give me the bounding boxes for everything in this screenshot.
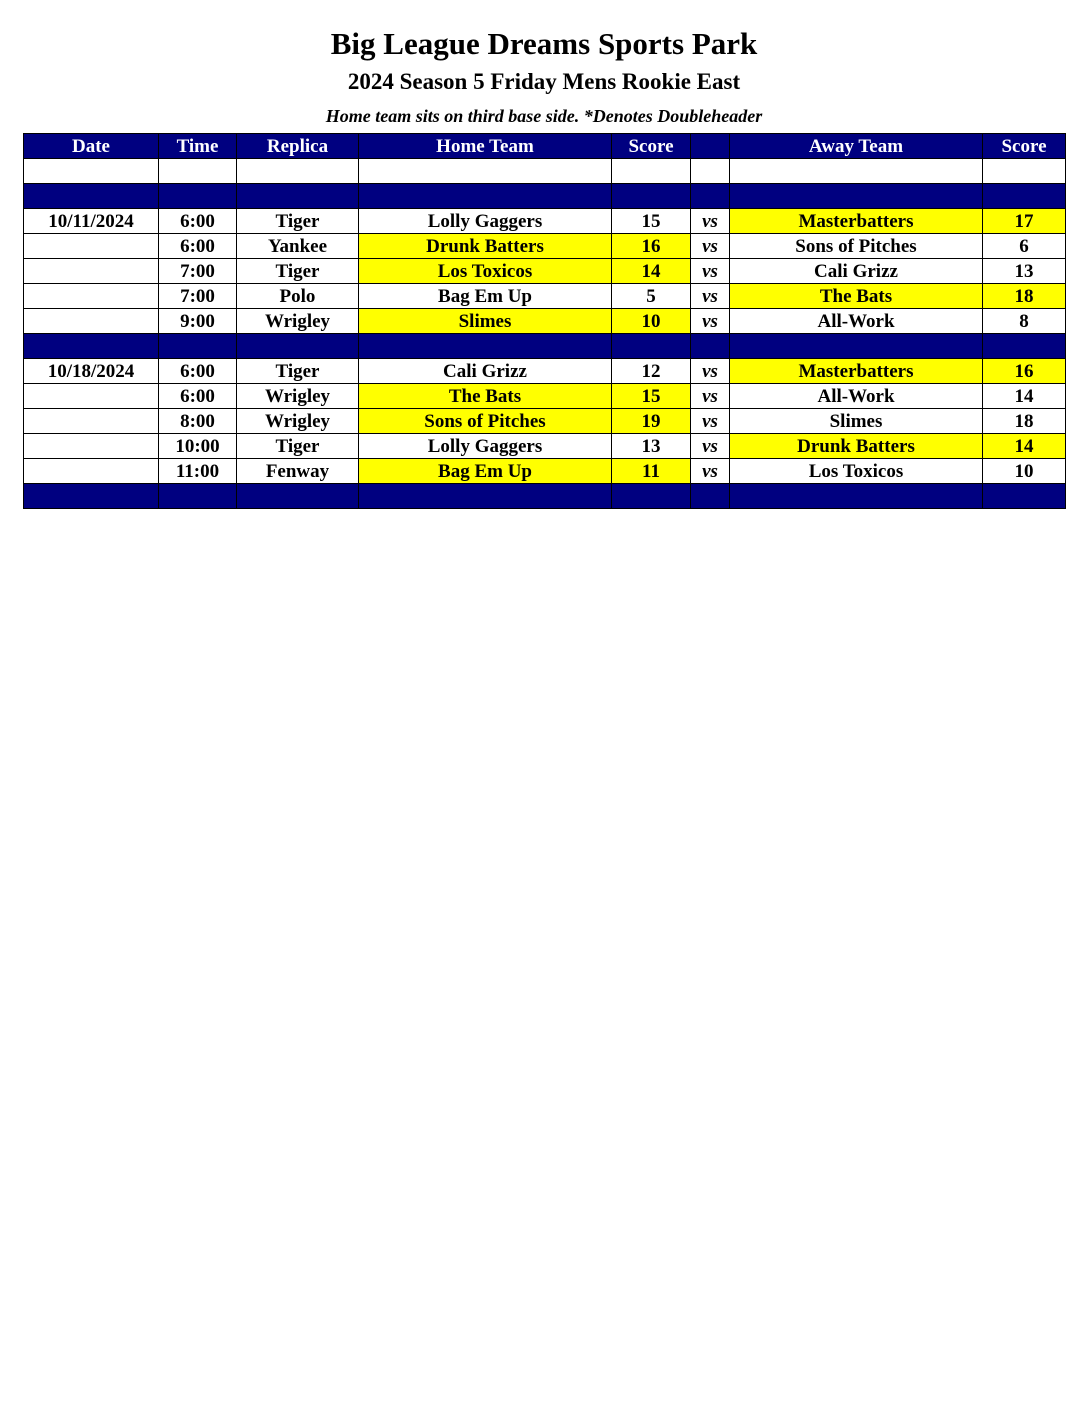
col-away-score: Score <box>983 134 1066 159</box>
table-row <box>24 234 1066 259</box>
vs-cell: vs <box>691 359 730 384</box>
date-cell <box>24 234 159 259</box>
vs-cell: vs <box>691 309 730 334</box>
vs-cell: vs <box>691 234 730 259</box>
away-team-cell: Sons of Pitches <box>730 234 983 259</box>
home-score-cell: 15 <box>612 384 691 409</box>
page-title: Big League Dreams Sports Park <box>330 26 758 61</box>
time-cell: 11:00 <box>159 459 237 484</box>
away-score-cell: 18 <box>983 409 1066 434</box>
away-score-cell: 16 <box>983 359 1066 384</box>
table-row <box>24 309 1066 334</box>
away-team-cell: Cali Grizz <box>730 259 983 284</box>
date-cell <box>24 409 159 434</box>
date-cell <box>24 309 159 334</box>
col-away-team: Away Team <box>730 134 983 159</box>
away-team-cell: Drunk Batters <box>730 434 983 459</box>
replica-cell: Tiger <box>237 209 359 234</box>
col-home-team: Home Team <box>359 134 612 159</box>
table-row <box>24 259 1066 284</box>
home-score-cell: 5 <box>612 284 691 309</box>
home-score-cell: 12 <box>612 359 691 384</box>
table-row <box>24 434 1066 459</box>
date-cell <box>24 459 159 484</box>
away-team-cell: Masterbatters <box>730 359 983 384</box>
home-team-note: Home team sits on third base side. *Denotes Doubleheader <box>325 106 763 126</box>
away-score-cell: 14 <box>983 384 1066 409</box>
away-team-cell: Slimes <box>730 409 983 434</box>
time-cell: 6:00 <box>159 384 237 409</box>
date-cell: 10/11/2024 <box>24 209 159 234</box>
home-team-cell: Sons of Pitches <box>359 409 612 434</box>
col-date: Date <box>24 134 159 159</box>
home-score-cell: 14 <box>612 259 691 284</box>
replica-cell: Wrigley <box>237 384 359 409</box>
table-row <box>24 459 1066 484</box>
date-cell: 10/18/2024 <box>24 359 159 384</box>
replica-cell: Polo <box>237 284 359 309</box>
time-cell: 10:00 <box>159 434 237 459</box>
table-row <box>24 359 1066 384</box>
col-home-score: Score <box>612 134 691 159</box>
time-cell: 6:00 <box>159 209 237 234</box>
vs-cell: vs <box>691 434 730 459</box>
home-team-cell: The Bats <box>359 384 612 409</box>
home-team-cell: Bag Em Up <box>359 284 612 309</box>
col-time: Time <box>159 134 237 159</box>
schedule-table <box>23 133 1066 509</box>
blank-row <box>24 159 1066 184</box>
replica-cell: Tiger <box>237 259 359 284</box>
home-team-cell: Lolly Gaggers <box>359 434 612 459</box>
date-cell <box>24 259 159 284</box>
vs-cell: vs <box>691 284 730 309</box>
away-team-cell: Los Toxicos <box>730 459 983 484</box>
away-score-cell: 13 <box>983 259 1066 284</box>
table-row <box>24 284 1066 309</box>
home-team-cell: Cali Grizz <box>359 359 612 384</box>
separator-row <box>24 334 1066 359</box>
replica-cell: Wrigley <box>237 409 359 434</box>
col-vs <box>691 134 730 159</box>
date-cell <box>24 284 159 309</box>
date-cell <box>24 434 159 459</box>
home-team-cell: Drunk Batters <box>359 234 612 259</box>
home-score-cell: 15 <box>612 209 691 234</box>
replica-cell: Fenway <box>237 459 359 484</box>
away-score-cell: 14 <box>983 434 1066 459</box>
season-subtitle: 2024 Season 5 Friday Mens Rookie East <box>347 69 741 94</box>
away-score-cell: 6 <box>983 234 1066 259</box>
vs-cell: vs <box>691 459 730 484</box>
vs-cell: vs <box>691 209 730 234</box>
table-row <box>24 209 1066 234</box>
col-replica: Replica <box>237 134 359 159</box>
away-score-cell: 8 <box>983 309 1066 334</box>
time-cell: 7:00 <box>159 259 237 284</box>
vs-cell: vs <box>691 259 730 284</box>
home-team-cell: Bag Em Up <box>359 459 612 484</box>
header-row <box>24 134 1066 159</box>
away-team-cell: All-Work <box>730 309 983 334</box>
replica-cell: Tiger <box>237 359 359 384</box>
time-cell: 6:00 <box>159 359 237 384</box>
home-team-cell: Los Toxicos <box>359 259 612 284</box>
replica-cell: Tiger <box>237 434 359 459</box>
home-score-cell: 16 <box>612 234 691 259</box>
separator-row <box>24 484 1066 509</box>
date-cell <box>24 384 159 409</box>
home-team-cell: Lolly Gaggers <box>359 209 612 234</box>
vs-cell: vs <box>691 384 730 409</box>
time-cell: 9:00 <box>159 309 237 334</box>
home-team-cell: Slimes <box>359 309 612 334</box>
away-score-cell: 18 <box>983 284 1066 309</box>
away-score-cell: 17 <box>983 209 1066 234</box>
replica-cell: Yankee <box>237 234 359 259</box>
table-row <box>24 409 1066 434</box>
home-score-cell: 10 <box>612 309 691 334</box>
home-score-cell: 19 <box>612 409 691 434</box>
separator-row <box>24 184 1066 209</box>
vs-cell: vs <box>691 409 730 434</box>
away-team-cell: All-Work <box>730 384 983 409</box>
time-cell: 8:00 <box>159 409 237 434</box>
away-team-cell: Masterbatters <box>730 209 983 234</box>
replica-cell: Wrigley <box>237 309 359 334</box>
away-team-cell: The Bats <box>730 284 983 309</box>
home-score-cell: 13 <box>612 434 691 459</box>
away-score-cell: 10 <box>983 459 1066 484</box>
time-cell: 7:00 <box>159 284 237 309</box>
home-score-cell: 11 <box>612 459 691 484</box>
table-row <box>24 384 1066 409</box>
time-cell: 6:00 <box>159 234 237 259</box>
